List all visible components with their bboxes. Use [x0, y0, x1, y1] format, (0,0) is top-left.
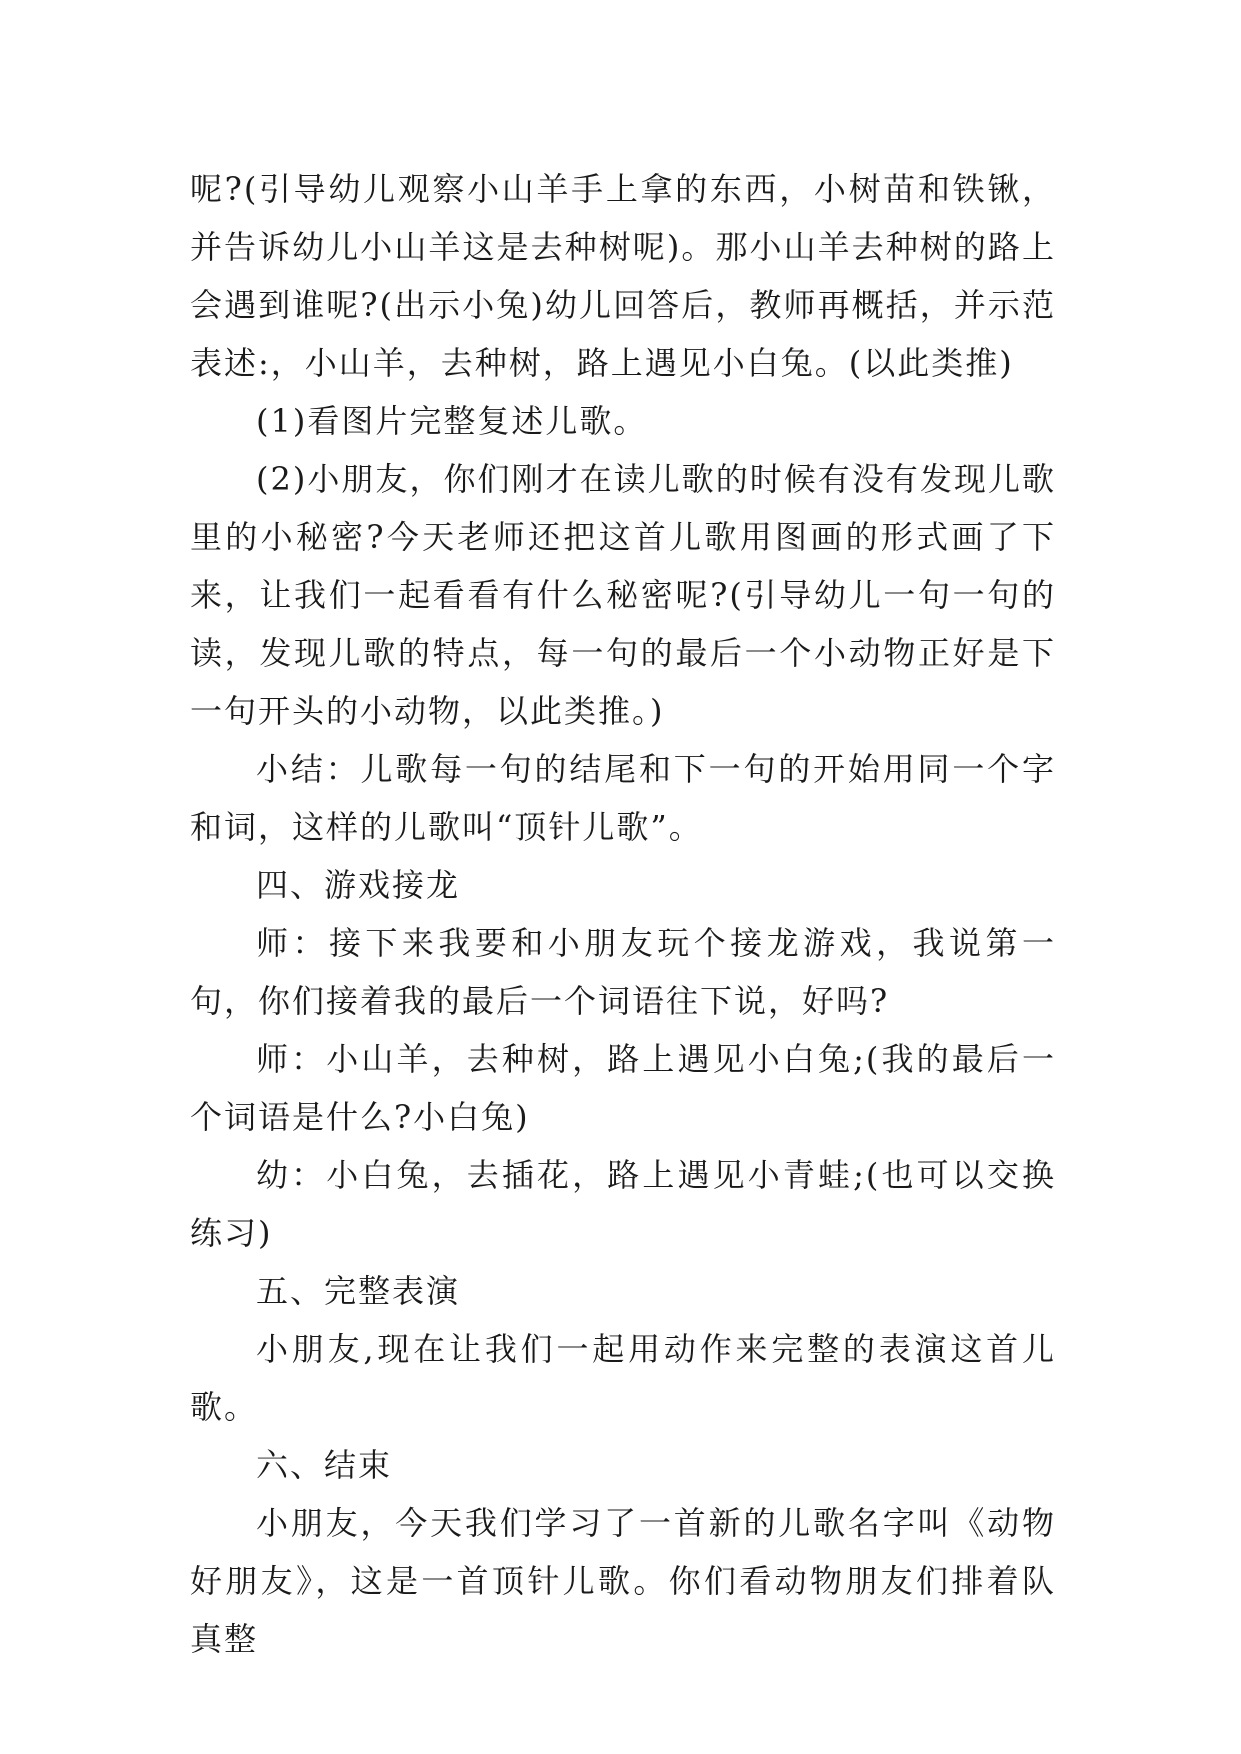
paragraph-performance: 小朋友,现在让我们一起用动作来完整的表演这首儿歌。: [190, 1330, 1056, 1426]
paragraph-teacher-2: 师：小山羊，去种树，路上遇见小白兔;(我的最后一个词语是什么?小白兔): [190, 1040, 1056, 1136]
heading-section-5: 五、完整表演: [256, 1272, 461, 1310]
heading-section-6: 六、结束: [256, 1446, 393, 1484]
paragraph-summary: 小结：儿歌每一句的结尾和下一句的开始用同一个字和词，这样的儿歌叫“顶针儿歌”。: [190, 750, 1056, 846]
paragraph-intro: 呢?(引导幼儿观察小山羊手上拿的东西，小树苗和铁锹，并告诉幼儿小山羊这是去种树呢)。那小山羊去种树的路上会遇到谁呢?(出示小兔)幼儿回答后，教师再概括，并示范表述:，小山羊，去种树，路上遇见小白兔。(以此类推): [190, 170, 1056, 382]
paragraph-step-1: (1)看图片完整复述儿歌。: [256, 402, 648, 440]
heading-section-4: 四、游戏接龙: [256, 866, 461, 904]
paragraph-child: 幼：小白兔，去插花，路上遇见小青蛙;(也可以交换练习): [190, 1156, 1056, 1252]
paragraph-ending: 小朋友，今天我们学习了一首新的儿歌名字叫《动物好朋友》，这是一首顶针儿歌。你们看动物朋友们排着队真整: [190, 1504, 1056, 1658]
document-body: [190, 160, 1056, 1668]
paragraph-step-2: (2)小朋友，你们刚才在读儿歌的时候有没有发现儿歌里的小秘密?今天老师还把这首儿歌用图画的形式画了下来，让我们一起看看有什么秘密呢?(引导幼儿一句一句的读，发现儿歌的特点，每一句的最后一个小动物正好是下一句开头的小动物，以此类推。): [190, 460, 1056, 730]
paragraph-teacher-1: 师：接下来我要和小朋友玩个接龙游戏，我说第一句，你们接着我的最后一个词语往下说，好吗?: [190, 924, 1056, 1020]
